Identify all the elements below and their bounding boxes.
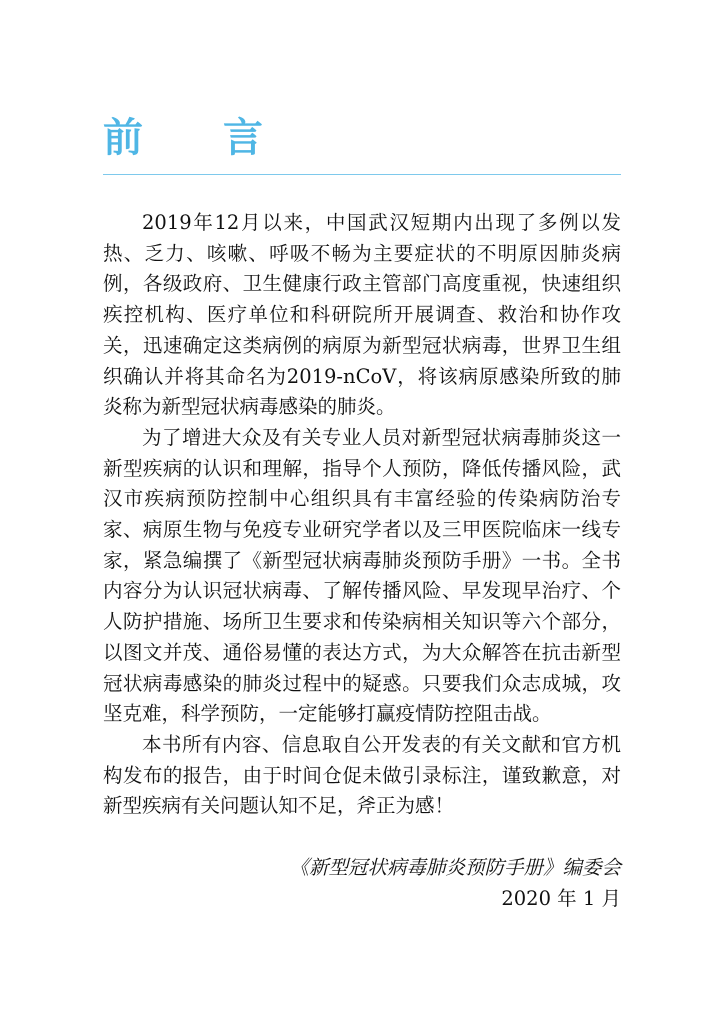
page-title-char-2: 言 (223, 114, 263, 161)
preface-body (103, 208, 621, 822)
publication-date: 2020 年 1 月 (501, 887, 621, 910)
paragraph-1: 2019年12月以来，中国武汉短期内出现了多例以发热、乏力、咳嗽、呼吸不畅为主要症状的不明原因肺炎病例，各级政府、卫生健康行政主管部门高度重视，快速组织疾控机构、医疗单位和科研院所开展调查、救治和协作攻关，迅速确定这类病例的病原为新型冠状病毒，世界卫生组织确认并将其命名为2019-nCoV，将该病原感染所致的肺炎称为新型冠状病毒感染的肺炎。 (103, 211, 621, 419)
paragraph-2: 为了增进大众及有关专业人员对新型冠状病毒肺炎这一新型疾病的认识和理解，指导个人预防，降低传播风险，武汉市疾病预防控制中心组织具有丰富经验的传染病防治专家、病原生物与免疫专业研究学者以及三甲医院临床一线专家，紧急编撰了《新型冠状病毒肺炎预防手册》一书。全书内容分为认识冠状病毒、了解传播风险、早发现早治疗、个人防护措施、场所卫生要求和传染病相关知识等六个部分，以图文并茂、通俗易懂的表达方式，为大众解答在抗击新型冠状病毒感染的肺炎过程中的疑惑。只要我们众志成城，攻坚克难，科学预防，一定能够打赢疫情防控阻击战。 (103, 425, 621, 726)
paragraph-3: 本书所有内容、信息取自公开发表的有关文献和官方机构发布的报告，由于时间仓促未做引录标注，谨致歉意，对新型疾病有关问题认知不足，斧正为感！ (103, 732, 621, 818)
page-title-char-1: 前 (103, 114, 143, 161)
title-divider (103, 174, 621, 175)
editorial-committee-signature: 《新型冠状病毒肺炎预防手册》编委会 (289, 856, 621, 879)
page-title (103, 104, 263, 164)
